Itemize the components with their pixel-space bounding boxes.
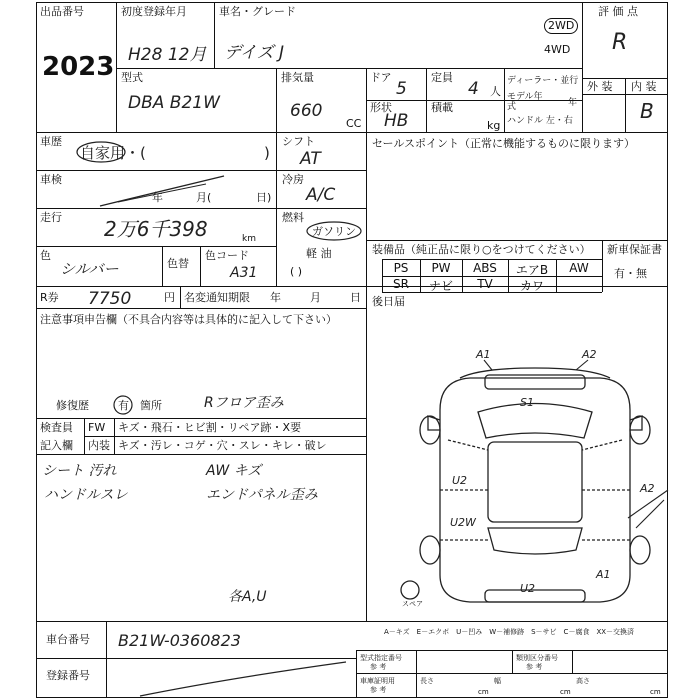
inspector-note-1: シート 汚れ <box>42 463 117 479</box>
equip-leather: カワ <box>519 279 544 293</box>
lot-number: 2023 <box>42 52 115 82</box>
load-label: 積載 <box>431 101 453 114</box>
divider <box>356 650 357 698</box>
equip-tv: TV <box>477 277 493 291</box>
interior-label: 内 装 <box>631 80 657 93</box>
mark-u2-left: U2 <box>452 474 468 487</box>
divider <box>582 2 583 132</box>
seats-value: 4 <box>468 79 479 99</box>
height-label: 高さ <box>576 677 590 685</box>
divider <box>36 132 668 133</box>
damage-legend: A－キズ E－エクボ U－凹み W－補修跡 S－サビ C－腐食 XX－交換済 <box>384 628 635 636</box>
divider <box>382 292 602 293</box>
recycle-value: 7750 <box>88 289 132 309</box>
equip-airbag: エアB <box>515 263 549 277</box>
warranty-value: 有・無 <box>614 267 647 280</box>
model-year-unit: 年 <box>568 98 578 108</box>
ac-label: 冷房 <box>282 173 304 186</box>
fuel-label: 燃料 <box>282 211 304 224</box>
divider <box>366 240 668 241</box>
handle-label: ハンドル 左・右 <box>507 116 573 126</box>
divider <box>602 240 603 292</box>
equip-ps: PS <box>393 261 409 275</box>
mileage-label: 走行 <box>40 211 62 224</box>
divider <box>366 100 582 101</box>
shift-value: AT <box>300 149 321 169</box>
name-change-month: 月 <box>310 291 321 304</box>
history-value: 自家用・( <box>80 144 146 162</box>
int-text: キズ・汚レ・コゲ・穴・スレ・キレ・破レ <box>118 439 327 452</box>
chassis-label: 車台番号 <box>46 633 90 646</box>
inspector-note-3: AW キズ <box>206 463 262 479</box>
color-value: シルバー <box>60 260 119 278</box>
kg-unit: kg <box>487 119 501 132</box>
divider <box>416 650 417 698</box>
displacement-label: 排気量 <box>281 71 314 84</box>
cert-ref: 参 考 <box>370 686 387 694</box>
inspection-day: 日) <box>256 191 272 204</box>
inspector-note-4: エンドパネル歪み <box>206 487 318 503</box>
inspector-note-2: ハンドルスレ <box>44 487 128 503</box>
cert-label: 車庫証明用 <box>360 677 395 685</box>
repair-circle <box>112 394 134 416</box>
divider <box>366 286 367 621</box>
rear-label: 後日届 <box>372 295 405 308</box>
inspection-month: 月( <box>196 191 212 204</box>
equip-sr: SR <box>393 277 409 291</box>
inspector-label-2: 記入欄 <box>40 439 73 452</box>
shape-value: HB <box>384 111 409 131</box>
color-change-label: 色替 <box>167 257 189 270</box>
fuel-other: ( ) <box>290 265 303 278</box>
mark-a1-front-left: A1 <box>476 348 491 361</box>
lot-label: 出品番号 <box>40 5 84 18</box>
seats-unit: 人 <box>490 85 501 98</box>
history-circle <box>76 140 126 164</box>
history-label: 車歴 <box>40 135 62 148</box>
recycle-yen: 円 <box>164 291 175 304</box>
fuel-diesel: 軽 油 <box>306 247 332 260</box>
divider <box>214 2 215 68</box>
name-change-year: 年 <box>270 291 281 304</box>
divider <box>625 78 626 132</box>
dealer-label: ディーラー・並行 <box>507 76 579 86</box>
equip-pw: PW <box>431 261 451 275</box>
first-reg-label: 初度登録年月 <box>121 5 187 18</box>
class-ref: 参 考 <box>526 663 543 671</box>
type-no-ref: 参 考 <box>370 663 387 671</box>
divider <box>276 132 277 286</box>
drive-4wd: 4WD <box>544 43 571 56</box>
fw-text: キズ・飛石・ヒビ割・リペア跡・X要 <box>118 421 302 434</box>
model-year-label: モデル年式 <box>507 92 543 112</box>
car-name-value: デイズ J <box>224 43 285 63</box>
mileage-unit: km <box>242 234 256 244</box>
divider <box>36 170 366 171</box>
exterior-label: 外 装 <box>587 80 613 93</box>
equip-abs: ABS <box>473 261 497 275</box>
seats-label: 定員 <box>431 71 453 84</box>
divider <box>36 286 668 287</box>
divider <box>572 650 573 673</box>
width-unit: cm <box>560 688 571 696</box>
fw-label: FW <box>88 421 106 434</box>
mark-a1-rear-right: A1 <box>596 568 611 581</box>
shift-label: シフト <box>282 135 315 148</box>
registration-strike <box>110 660 350 698</box>
divider <box>36 246 276 247</box>
equipment-label: 装備品（純正品に限り○をつけてください） <box>372 243 591 256</box>
equip-aw: AW <box>569 261 589 275</box>
history-close: ) <box>264 144 270 162</box>
doors-value: 5 <box>396 79 407 99</box>
cc-unit: CC <box>346 117 362 130</box>
length-unit: cm <box>478 688 489 696</box>
car-name-label: 車名・グレード <box>219 5 296 18</box>
model-value: DBA B21W <box>128 93 220 113</box>
recycle-label: R券 <box>40 291 59 304</box>
divider <box>366 132 367 286</box>
divider <box>116 68 582 69</box>
divider <box>36 308 366 309</box>
mileage-value: 2万6千398 <box>104 217 208 241</box>
drive-2wd-circled: 2WD <box>544 18 578 34</box>
notes-label: 注意事項申告欄（不具合内容等は具体的に記入して下さい） <box>40 313 337 326</box>
model-label: 型式 <box>121 71 143 84</box>
inspection-year: 年 <box>152 191 163 204</box>
color-code-label: 色コード <box>205 249 249 262</box>
divider <box>180 286 181 308</box>
repair-place-label: 箇所 <box>140 399 162 412</box>
divider <box>382 259 602 260</box>
color-label: 色 <box>40 249 51 262</box>
divider <box>116 2 117 132</box>
mark-a2-right: A2 <box>640 482 655 495</box>
divider <box>36 621 668 622</box>
divider <box>106 621 107 698</box>
int-label: 内装 <box>88 439 110 452</box>
divider <box>36 454 366 455</box>
divider <box>84 436 366 437</box>
divider <box>114 418 115 454</box>
first-reg-value: H28 12月 <box>128 45 207 65</box>
length-label: 長さ <box>420 677 434 685</box>
divider <box>200 246 201 286</box>
height-unit: cm <box>650 688 661 696</box>
divider <box>36 658 356 659</box>
divider <box>162 246 163 286</box>
doors-label: ドア <box>370 71 392 84</box>
name-change-day: 日 <box>350 291 361 304</box>
shape-label: 形状 <box>370 101 392 114</box>
repair-has: 有 <box>118 399 129 412</box>
divider <box>356 673 668 674</box>
divider <box>84 418 85 454</box>
chassis-value: B21W-0360823 <box>118 631 241 650</box>
fuel-gasoline: ガソリン <box>312 225 356 238</box>
sales-point-label: セールスポイント（正常に機能するものに限ります） <box>372 137 636 150</box>
car-diagram <box>400 350 670 620</box>
class-label: 類別区分番号 <box>516 654 558 662</box>
inspection-strike <box>98 172 228 212</box>
divider <box>36 418 366 419</box>
registration-label: 登録番号 <box>46 669 90 682</box>
repair-place-value: Rフロア歪み <box>204 395 284 411</box>
mark-a2-front-right: A2 <box>582 348 597 361</box>
displacement-value: 660 <box>290 101 323 121</box>
color-code-value: A31 <box>230 265 258 281</box>
name-change-label: 名変通知期限 <box>184 291 250 304</box>
divider <box>512 650 513 673</box>
warranty-label: 新車保証書 <box>607 243 662 256</box>
equip-navi: ナビ <box>428 279 453 293</box>
ac-value: A/C <box>306 185 336 205</box>
interior-score: B <box>640 99 654 123</box>
gasoline-circle <box>306 220 362 242</box>
spare-label: スペア <box>402 600 423 608</box>
width-label: 幅 <box>494 677 501 685</box>
inspector-label: 検査員 <box>40 421 73 434</box>
repair-label: 修復歴 <box>56 399 89 412</box>
inspector-note-5: 各A,U <box>228 589 267 605</box>
mark-u2-rear: U2 <box>520 582 536 595</box>
type-no-label: 型式指定番号 <box>360 654 402 662</box>
mark-u2w-left: U2W <box>450 516 476 529</box>
score-label: 評 価 点 <box>598 5 638 18</box>
score-value: R <box>612 30 628 55</box>
inspection-label: 車検 <box>40 173 62 186</box>
divider <box>276 68 277 132</box>
mark-s1-hood: S1 <box>520 396 534 409</box>
